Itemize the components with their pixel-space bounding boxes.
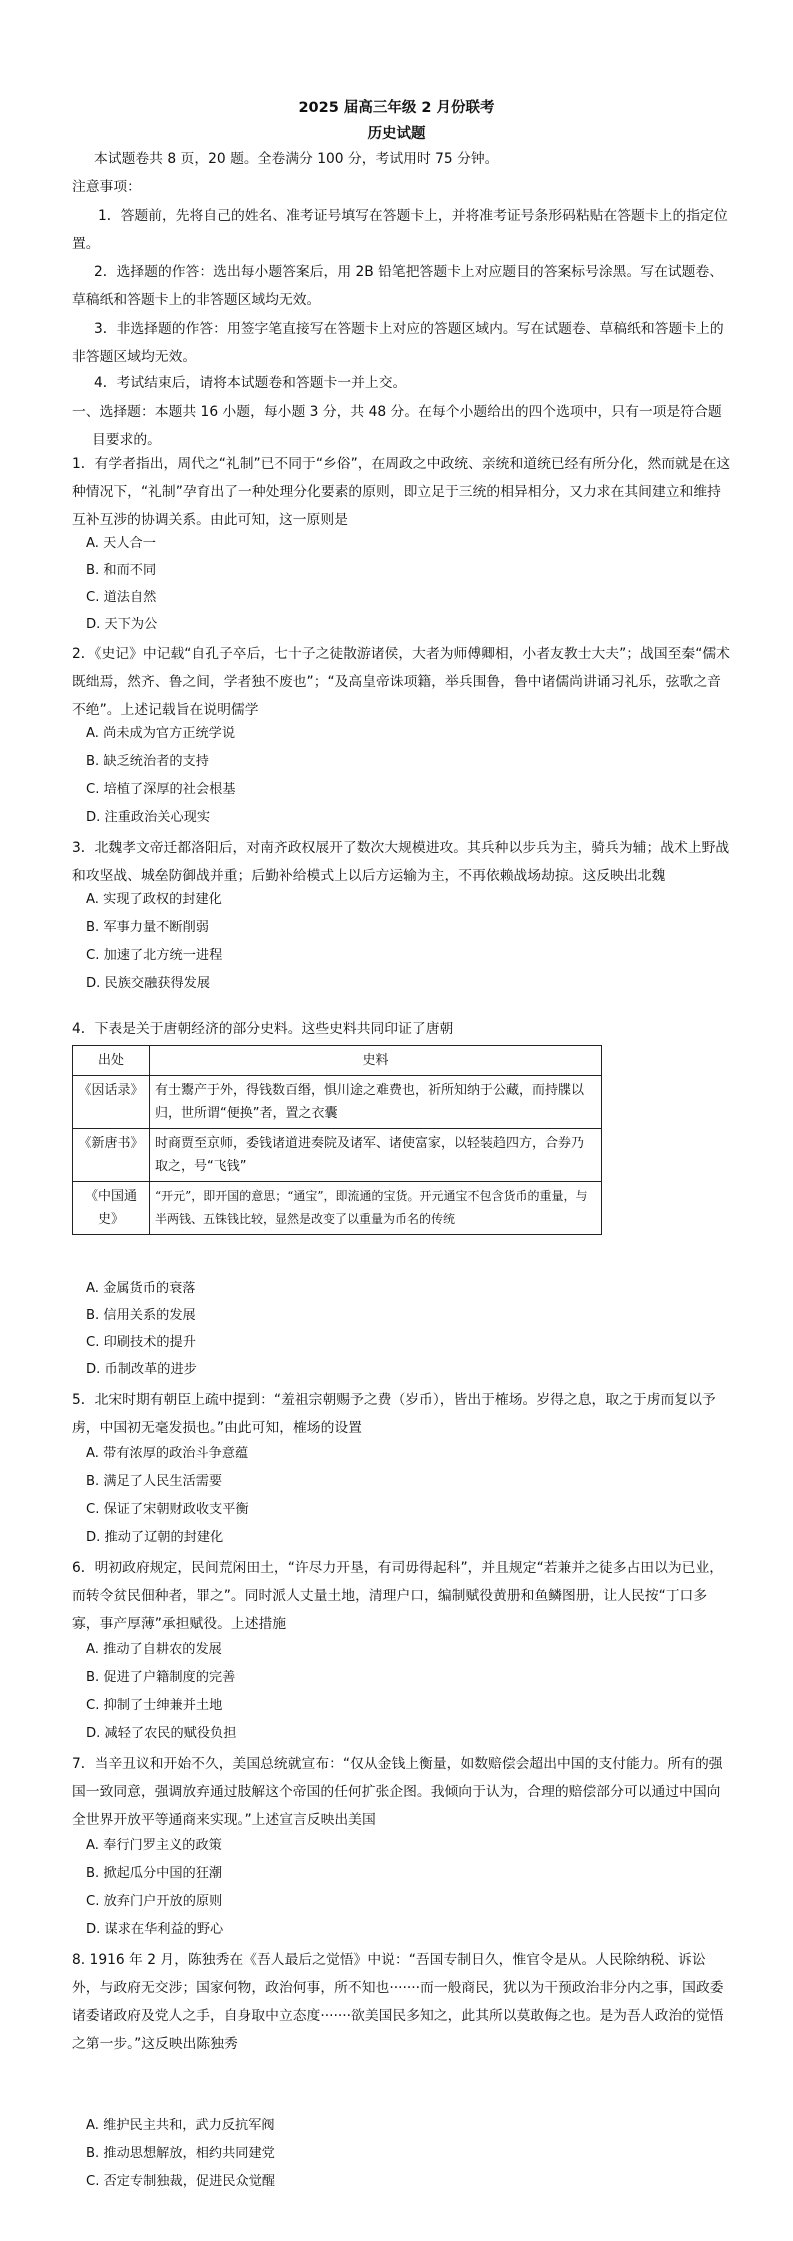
question-stem: 1．有学者指出，周代之“礼制”已不同于“乡俗”，在周政之中政统、亲统和道统已经有所分化，然而就是在这种情况下，“礼制”孕育出了一种处理分化要素的原则，即立足于三统的相异相分，又力求在其间建立和维持互补互涉的协调关系。由此可知，这一原则是	[72, 456, 731, 528]
exam-subject: 历史试题	[367, 126, 426, 142]
notes-heading: 注意事项：	[72, 179, 141, 195]
option-b[interactable]: B. 信用关系的发展	[86, 1308, 196, 1323]
option-b[interactable]: B. 满足了人民生活需要	[86, 1474, 223, 1489]
option-c[interactable]: C. 放弃门户开放的原则	[86, 1894, 223, 1909]
option-b[interactable]: B. 缺乏统治者的支持	[86, 754, 209, 769]
note-item: 2．选择题的作答：选出每小题答案后，用 2B 铅笔把答题卡上对应题目的答案标号涂黑。写在试题卷、草稿纸和答题卡上的非答题区域均无效。	[72, 264, 724, 308]
question-stem: 8. 1916 年 2 月，陈独秀在《吾人最后之觉悟》中说：“吾国专制日久，惟官令是从。人民除纳税、诉讼外，与政府无交涉；国家何物，政治何事，所不知也·······而一般商民，犹以为干预政治非分内之事，国政委诸委诸政府及党人之手，自身取中立态度·······欲美国民多知之，此其所以莫敢侮之也。是为吾人政治的觉悟之第一步。”这反映出陈独秀	[72, 1952, 724, 2052]
option-a[interactable]: A. 奉行门罗主义的政策	[86, 1838, 222, 1853]
option-b[interactable]: B. 军事力量不断削弱	[86, 920, 209, 935]
option-a[interactable]: A. 推动了自耕农的发展	[86, 1642, 222, 1657]
note-item: 4．考试结束后，请将本试题卷和答题卡一并上交。	[94, 375, 407, 391]
option-a[interactable]: A. 实现了政权的封建化	[86, 892, 222, 907]
question-stem: 2．《史记》中记载“自孔子卒后，七十子之徒散游诸侯，大者为师傅卿相，小者友教士大夫”；战国至秦“儒术既绌焉，然齐、鲁之间，学者独不废也”；“及高皇帝诛项籍，举兵围鲁，鲁中诸儒尚讲诵习礼乐，弦歌之音不绝”。上述记载旨在说明儒学	[72, 646, 730, 718]
note-item: 1．答题前，先将自己的姓名、准考证号填写在答题卡上，并将准考证号条形码粘贴在答题卡上的指定位置。	[72, 208, 728, 252]
option-d[interactable]: D. 币制改革的进步	[86, 1362, 197, 1377]
option-a[interactable]: A. 维护民主共和，武力反抗军阀	[86, 2118, 275, 2133]
table-header-row	[73, 1046, 602, 1076]
option-c[interactable]: C. 道法自然	[86, 590, 157, 605]
option-a[interactable]: A. 金属货币的衰落	[86, 1281, 196, 1296]
option-d[interactable]: D. 民族交融获得发展	[86, 976, 211, 991]
option-c[interactable]: C. 保证了宋朝财政收支平衡	[86, 1502, 249, 1517]
option-b[interactable]: B. 和而不同	[86, 563, 157, 578]
table-cell-text: 有士鬻产于外，得钱数百缗，惧川途之难费也，祈所知纳于公藏，而持牒以归，世所谓“便换”者，置之衣囊	[150, 1076, 602, 1129]
question-stem: 6．明初政府规定，民间荒闲田土，“许尽力开垦，有司毋得起科”，并且规定“若兼并之徒多占田以为已业，而转令贫民佃种者，罪之”。同时派人丈量土地，清理户口，编制赋役黄册和鱼鳞图册，让人民按“丁口多寡，事产厚薄”承担赋役。上述措施	[72, 1560, 724, 1632]
section-heading: 一、选择题：本题共 16 小题，每小题 3 分，共 48 分。在每个小题给出的四个选项中，只有一项是符合题目要求的。	[72, 404, 722, 448]
option-b[interactable]: B. 推动思想解放，相约共同建党	[86, 2146, 275, 2161]
option-c[interactable]: C. 抑制了士绅兼并土地	[86, 1698, 223, 1713]
table-cell-source: 《中国通史》	[73, 1182, 150, 1235]
option-d[interactable]: D. 谋求在华利益的野心	[86, 1922, 224, 1937]
question-stem: 4．下表是关于唐朝经济的部分史料。这些史料共同印证了唐朝	[72, 1021, 454, 1037]
option-b[interactable]: B. 促进了户籍制度的完善	[86, 1670, 236, 1685]
exam-title: 2025 届高三年级 2 月份联考	[298, 100, 495, 116]
option-a[interactable]: A. 天人合一	[86, 536, 156, 551]
question-stem: 5．北宋时期有朝臣上疏中提到：“羞祖宗朝赐予之费（岁币），皆出于榷场。岁得之息，取之于虏而复以予虏，中国初无毫发损也。”由此可知，榷场的设置	[72, 1392, 716, 1436]
table-row	[73, 1182, 602, 1235]
table-cell-source: 《新唐书》	[73, 1129, 150, 1182]
table-cell-text: “开元”，即开国的意思；“通宝”，即流通的宝货。开元通宝不包含货币的重量，与半两钱、五铢钱比较，显然是改变了以重量为币名的传统	[150, 1182, 602, 1235]
table-header: 出处	[73, 1046, 150, 1076]
table-row	[73, 1076, 602, 1129]
question-stem: 3．北魏孝文帝迁都洛阳后，对南齐政权展开了数次大规模进攻。其兵种以步兵为主，骑兵为辅；战术上野战和攻坚战、城垒防御战并重；后勤补给模式上以后方运输为主，不再依赖战场劫掠。这反映出北魏	[72, 840, 730, 884]
option-c[interactable]: C. 否定专制独裁，促进民众觉醒	[86, 2174, 276, 2189]
option-d[interactable]: D. 注重政治关心现实	[86, 810, 211, 825]
option-c[interactable]: C. 印刷技术的提升	[86, 1335, 196, 1350]
option-c[interactable]: C. 培植了深厚的社会根基	[86, 782, 236, 797]
table-row	[73, 1129, 602, 1182]
source-table	[72, 1045, 602, 1235]
note-item: 3．非选择题的作答：用签字笔直接写在答题卡上对应的答题区域内。写在试题卷、草稿纸和答题卡上的非答题区域均无效。	[72, 321, 724, 365]
table-header: 史料	[150, 1046, 602, 1076]
table-cell-source: 《因话录》	[73, 1076, 150, 1129]
option-a[interactable]: A. 尚未成为官方正统学说	[86, 726, 236, 741]
option-d[interactable]: D. 减轻了农民的赋役负担	[86, 1726, 237, 1741]
table-cell-text: 时商贾至京师，委钱诸道进奏院及诸军、诸使富家，以轻装趋四方，合券乃取之，号“飞钱”	[150, 1129, 602, 1182]
option-b[interactable]: B. 掀起瓜分中国的狂潮	[86, 1866, 223, 1881]
option-a[interactable]: A. 带有浓厚的政治斗争意蕴	[86, 1446, 249, 1461]
question-stem: 7．当辛丑议和开始不久，美国总统就宣布：“仅从金钱上衡量，如数赔偿会超出中国的支付能力。所有的强国一致同意，强调放弃通过肢解这个帝国的任何扩张企图。我倾向于认为，合理的赔偿部分可以通过中国向全世界开放平等通商来实现。”上述宣言反映出美国	[72, 1756, 723, 1828]
exam-intro: 本试题卷共 8 页，20 题。全卷满分 100 分，考试用时 75 分钟。	[94, 151, 499, 167]
option-d[interactable]: D. 天下为公	[86, 617, 158, 632]
option-c[interactable]: C. 加速了北方统一进程	[86, 948, 223, 963]
option-d[interactable]: D. 推动了辽朝的封建化	[86, 1530, 224, 1545]
